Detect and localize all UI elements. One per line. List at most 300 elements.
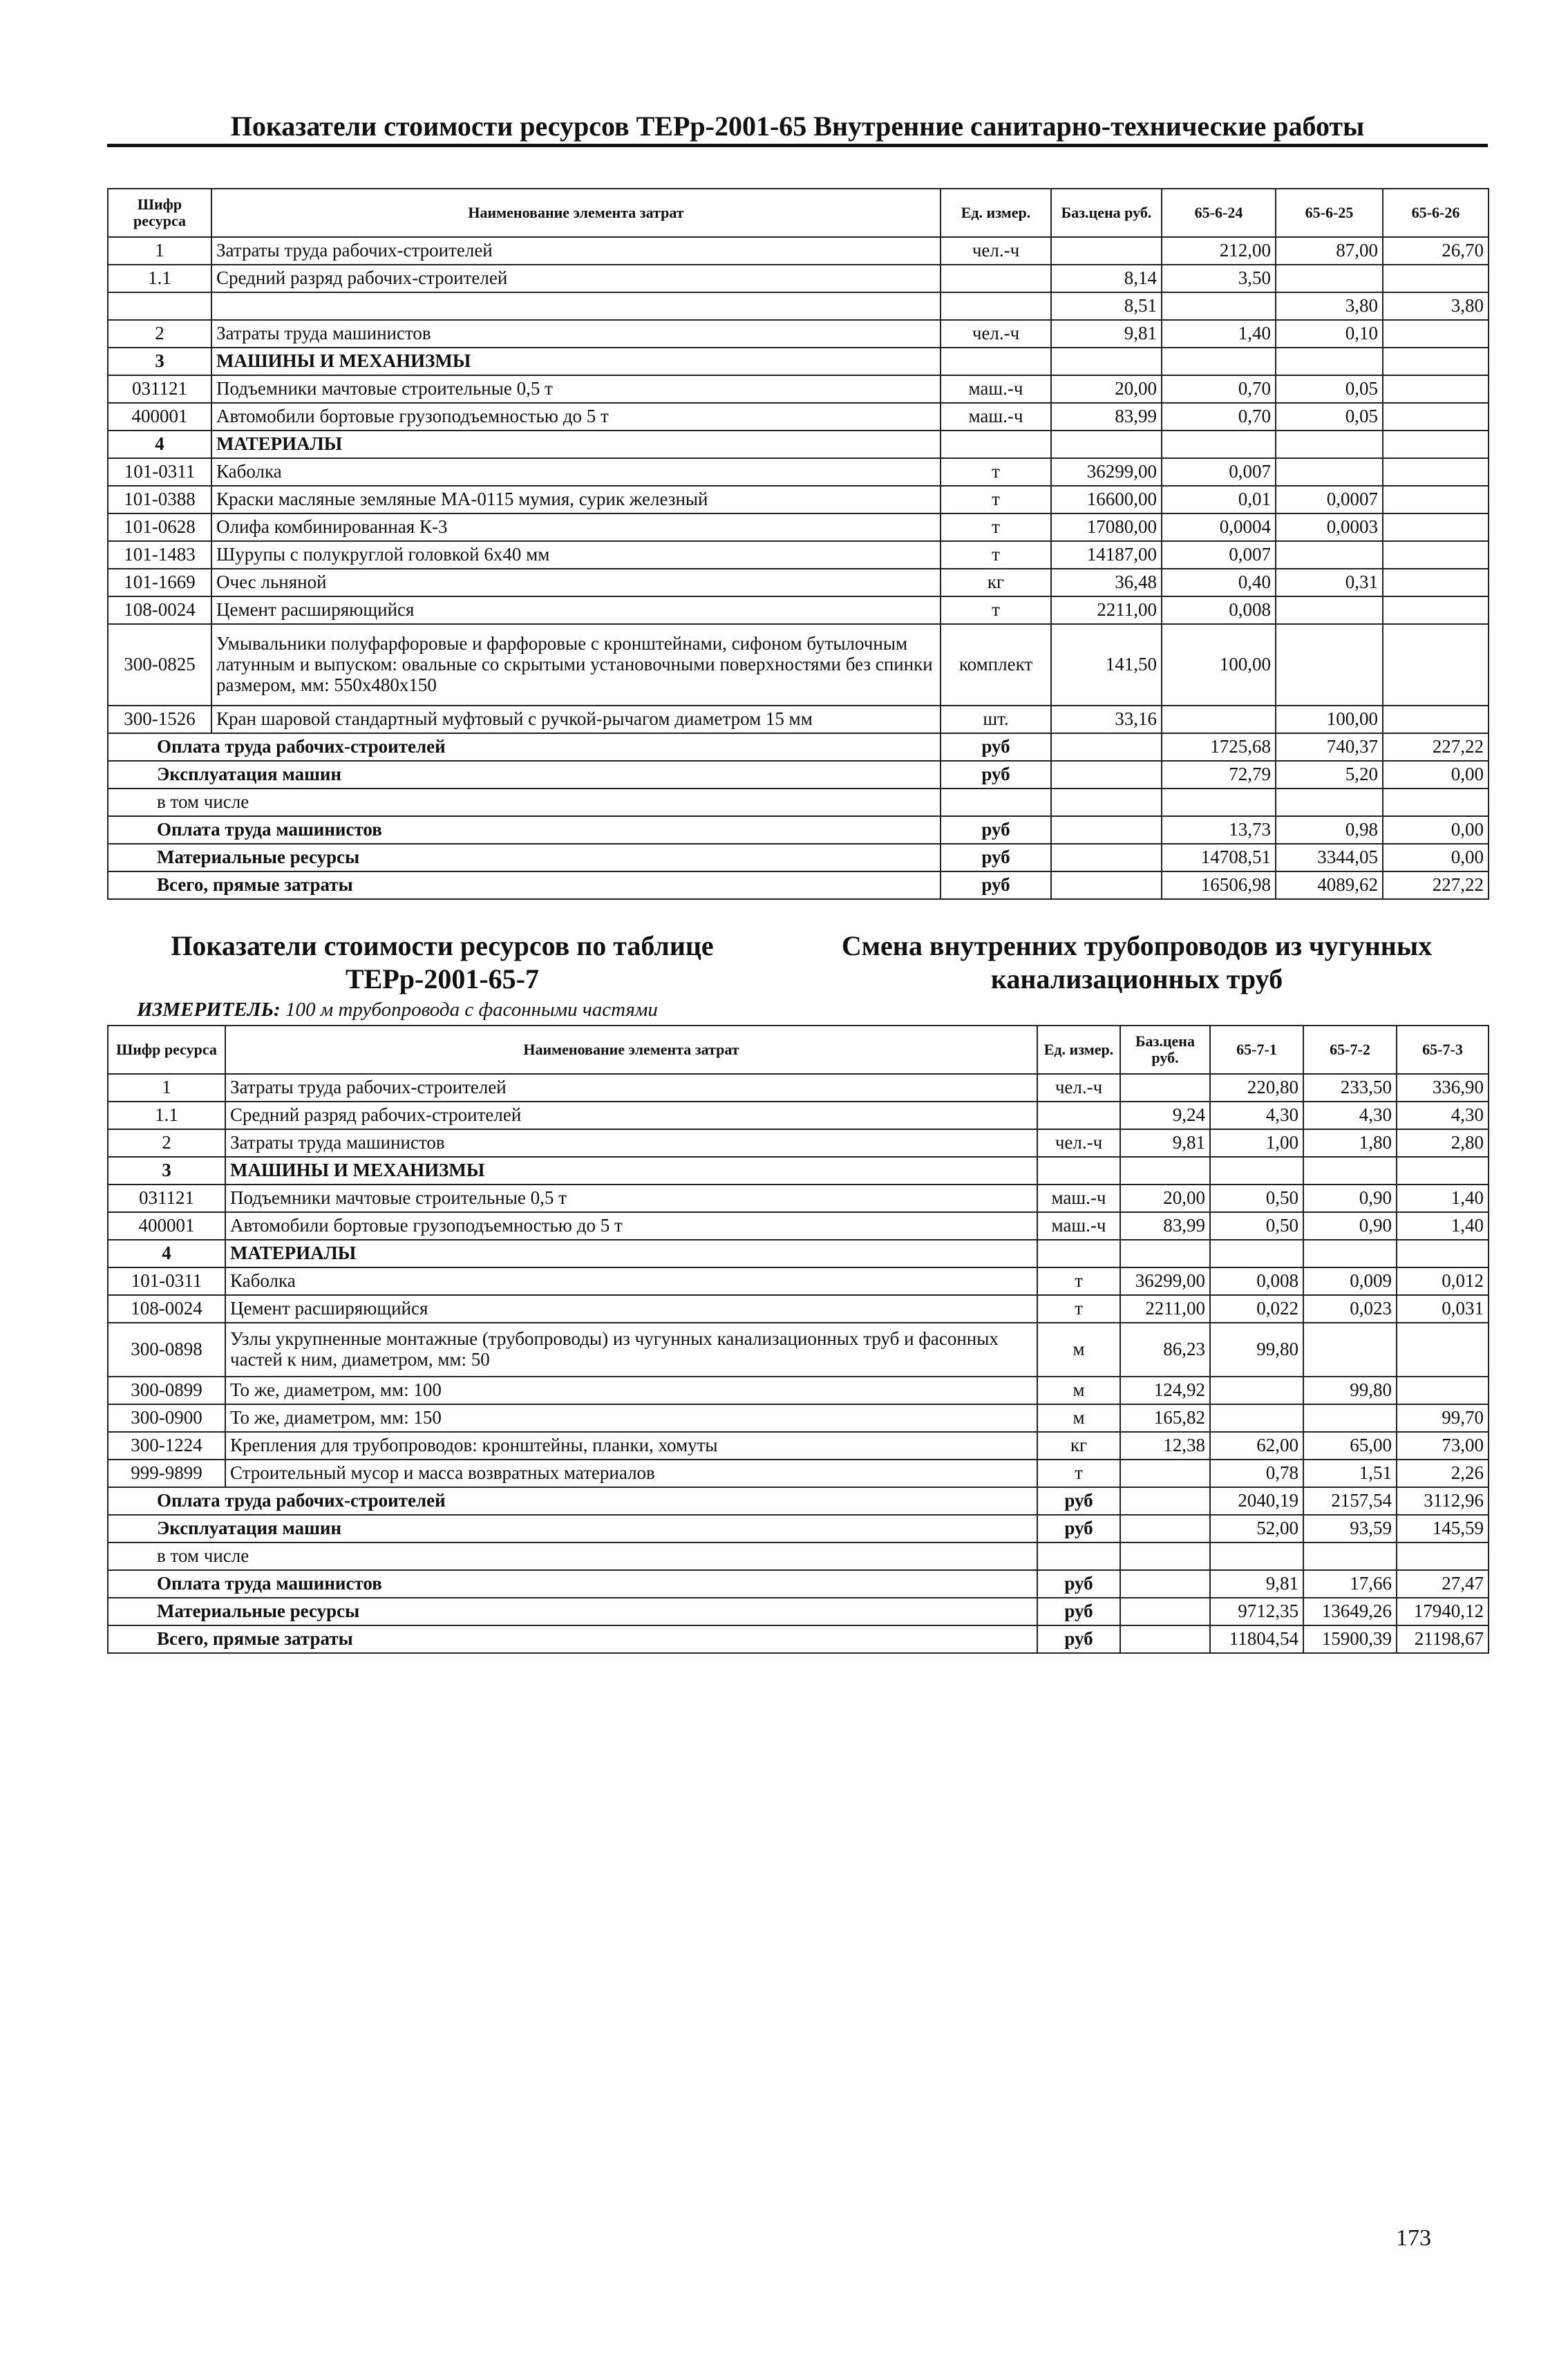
cell-name: Затраты труда машинистов [225,1129,1037,1157]
cell-unit: т [1037,1295,1120,1323]
cell-code: 101-0311 [108,1267,225,1295]
totals-row [108,871,1489,899]
cell-c1: 1,00 [1210,1129,1303,1157]
cell-c1: 0,50 [1210,1185,1303,1212]
table-row [108,237,1489,265]
cell-name: Затраты труда рабочих-строителей [211,237,941,265]
cell-code: 400001 [108,403,211,431]
cell-c2 [1276,458,1383,486]
cell-c2 [1303,1404,1397,1432]
totals-price-empty [1051,871,1162,899]
totals-price-empty [1051,816,1162,844]
cell-unit: чел.-ч [941,237,1051,265]
cell-code: 300-0900 [108,1404,225,1432]
totals-price-empty [1120,1570,1210,1598]
cell-unit: маш.-ч [1037,1212,1120,1240]
table-row [108,431,1489,458]
table-row [108,1432,1489,1460]
cell-c3 [1397,1240,1489,1267]
cell-price [1120,1460,1210,1487]
cell-code: 999-9899 [108,1460,225,1487]
table-row [108,1295,1489,1323]
table-row [108,596,1489,624]
totals-label: в том числе [108,789,941,816]
totals-c2: 3344,05 [1276,844,1383,871]
cell-code: 101-1483 [108,541,211,569]
cell-name: Строительный мусор и масса возвратных материалов [225,1460,1037,1487]
cell-unit: чел.-ч [941,320,1051,348]
totals-label: в том числе [108,1542,1037,1570]
cell-c2: 0,05 [1276,375,1383,403]
totals-unit [1037,1542,1120,1570]
cell-price: 9,81 [1051,320,1162,348]
cell-unit: т [941,596,1051,624]
totals-unit: руб [941,761,1051,789]
table-row [108,348,1489,375]
cell-c3 [1383,375,1489,403]
totals-row [108,789,1489,816]
col-header-unit: Ед. измер. [941,189,1051,237]
cell-unit: м [1037,1404,1120,1432]
cell-c3: 0,031 [1397,1295,1489,1323]
cell-price: 141,50 [1051,624,1162,706]
col-header-code: Шифр ресурса [108,1026,225,1074]
col-header-c2: 65-6-25 [1276,189,1383,237]
totals-unit: руб [941,816,1051,844]
cell-c3: 336,90 [1397,1074,1489,1102]
cell-unit: т [1037,1460,1120,1487]
totals-unit: руб [1037,1625,1120,1653]
cell-unit [941,348,1051,375]
cell-c3 [1397,1157,1489,1185]
cell-price [1051,348,1162,375]
totals-row [108,844,1489,871]
cell-code: 4 [108,431,211,458]
cell-price: 124,92 [1120,1377,1210,1404]
col-header-c3: 65-7-3 [1397,1026,1489,1074]
cell-unit: чел.-ч [1037,1129,1120,1157]
cell-c2: 0,05 [1276,403,1383,431]
cell-name: Средний разряд рабочих-строителей [225,1102,1037,1129]
cell-c2: 87,00 [1276,237,1383,265]
cell-c3: 1,40 [1397,1185,1489,1212]
cell-price: 16600,00 [1051,486,1162,513]
cell-unit: маш.-ч [1037,1185,1120,1212]
cell-price: 165,82 [1120,1404,1210,1432]
resource-table-65-6 [107,188,1489,900]
cell-c1 [1210,1404,1303,1432]
cell-name: Средний разряд рабочих-строителей [211,265,941,292]
totals-price-empty [1051,844,1162,871]
totals-c2: 4089,62 [1276,871,1383,899]
section2-title-right [788,930,1486,996]
totals-c1 [1210,1542,1303,1570]
cell-c2: 0,90 [1303,1185,1397,1212]
cell-c3 [1383,569,1489,596]
page-number: 173 [1396,2225,1431,2251]
cell-c3: 4,30 [1397,1102,1489,1129]
cell-name: Краски масляные земляные МА-0115 мумия, сурик железный [211,486,941,513]
cell-price: 20,00 [1051,375,1162,403]
cell-unit: чел.-ч [1037,1074,1120,1102]
col-header-price: Баз.цена руб. [1051,189,1162,237]
cell-c1: 1,40 [1162,320,1276,348]
cell-c2: 99,80 [1303,1377,1397,1404]
table-row [108,624,1489,706]
cell-unit [941,265,1051,292]
totals-unit: руб [941,733,1051,761]
cell-code: 031121 [108,1185,225,1212]
totals-price-empty [1120,1487,1210,1515]
cell-c2: 1,51 [1303,1460,1397,1487]
cell-c1: 0,40 [1162,569,1276,596]
cell-code: 3 [108,348,211,375]
table-header-row [108,189,1489,237]
totals-c2 [1303,1542,1397,1570]
table-row [108,1267,1489,1295]
table-body [108,237,1489,899]
table-row [108,569,1489,596]
cell-c2: 0,10 [1276,320,1383,348]
totals-row [108,1625,1489,1653]
cell-c3 [1383,513,1489,541]
cell-price: 8,51 [1051,292,1162,320]
table-row [108,513,1489,541]
cell-c2 [1303,1157,1397,1185]
cell-c3: 2,80 [1397,1129,1489,1157]
totals-c3: 3112,96 [1397,1487,1489,1515]
cell-unit: маш.-ч [941,403,1051,431]
cell-c1: 0,007 [1162,541,1276,569]
cell-unit: т [1037,1267,1120,1295]
cell-price [1051,431,1162,458]
totals-row [108,733,1489,761]
cell-c2: 233,50 [1303,1074,1397,1102]
cell-price [1120,1157,1210,1185]
totals-c2: 17,66 [1303,1570,1397,1598]
totals-unit: руб [941,844,1051,871]
totals-c1: 11804,54 [1210,1625,1303,1653]
totals-price-empty [1120,1598,1210,1625]
totals-c2: 13649,26 [1303,1598,1397,1625]
cell-unit [1037,1102,1120,1129]
table-row [108,1377,1489,1404]
measure-value: 100 м трубопровода с фасонными частями [285,999,658,1021]
cell-c2: 0,009 [1303,1267,1397,1295]
table-row [108,1460,1489,1487]
cell-c2: 0,023 [1303,1295,1397,1323]
cell-c1: 0,008 [1162,596,1276,624]
col-header-unit: Ед. измер. [1037,1026,1120,1074]
cell-code: 4 [108,1240,225,1267]
cell-price: 36299,00 [1120,1267,1210,1295]
cell-name: То же, диаметром, мм: 100 [225,1377,1037,1404]
cell-c1 [1210,1157,1303,1185]
totals-c2: 93,59 [1303,1515,1397,1542]
table-row [108,706,1489,733]
col-header-name: Наименование элемента затрат [225,1026,1037,1074]
totals-label: Оплата труда рабочих-строителей [108,733,941,761]
cell-price: 17080,00 [1051,513,1162,541]
col-header-code: Шифр ресурса [108,189,211,237]
cell-unit: м [1037,1377,1120,1404]
totals-unit: руб [1037,1598,1120,1625]
cell-code [108,292,211,320]
totals-c3 [1397,1542,1489,1570]
cell-price: 20,00 [1120,1185,1210,1212]
cell-c1: 212,00 [1162,237,1276,265]
cell-name: Каболка [225,1267,1037,1295]
cell-name [211,292,941,320]
cell-c1: 99,80 [1210,1323,1303,1377]
cell-name: Автомобили бортовые грузоподъемностью до 5 т [211,403,941,431]
cell-c2: 0,0003 [1276,513,1383,541]
cell-c1: 0,70 [1162,375,1276,403]
totals-c3: 0,00 [1383,844,1489,871]
totals-unit: руб [1037,1515,1120,1542]
cell-unit [1037,1240,1120,1267]
totals-row [108,816,1489,844]
cell-c2 [1303,1323,1397,1377]
cell-name: Затраты труда рабочих-строителей [225,1074,1037,1102]
cell-c3: 1,40 [1397,1212,1489,1240]
col-header-name: Наименование элемента затрат [211,189,941,237]
page-header-title: Показатели стоимости ресурсов ТЕРр-2001-65 Внутренние санитарно-технические работы [230,111,1365,142]
cell-c2 [1276,596,1383,624]
table-row [108,403,1489,431]
cell-unit: кг [1037,1432,1120,1460]
table-row [108,1074,1489,1102]
cell-c1 [1162,292,1276,320]
totals-row [108,1570,1489,1598]
table-row [108,1323,1489,1377]
table-row [108,265,1489,292]
totals-c3: 21198,67 [1397,1625,1489,1653]
totals-c1: 13,73 [1162,816,1276,844]
totals-c2: 740,37 [1276,733,1383,761]
section2-title-left-line1: Показатели стоимости ресурсов по таблице [171,930,714,961]
cell-c3: 3,80 [1383,292,1489,320]
cell-c2: 100,00 [1276,706,1383,733]
totals-price-empty [1120,1625,1210,1653]
table-row [108,1404,1489,1432]
cell-name: Умывальники полуфарфоровые и фарфоровые с кронштейнами, сифоном бутылочным латунным и выпуском: овальные со скрытыми установочными поверхностями без спинки размером, мм: 550х480х150 [211,624,941,706]
cell-price [1051,237,1162,265]
measure-label: ИЗМЕРИТЕЛЬ: [137,999,281,1021]
totals-c1: 16506,98 [1162,871,1276,899]
cell-price: 9,24 [1120,1102,1210,1129]
cell-c2: 65,00 [1303,1432,1397,1460]
cell-price: 33,16 [1051,706,1162,733]
cell-c1: 220,80 [1210,1074,1303,1102]
totals-c1: 9,81 [1210,1570,1303,1598]
resource-table-65-7 [107,1025,1489,1654]
totals-row [108,1542,1489,1570]
cell-c2 [1276,624,1383,706]
cell-name: Автомобили бортовые грузоподъемностью до 5 т [225,1212,1037,1240]
cell-c1: 62,00 [1210,1432,1303,1460]
totals-price-empty [1120,1515,1210,1542]
cell-code: 2 [108,1129,225,1157]
cell-c3 [1383,541,1489,569]
cell-c1: 0,008 [1210,1267,1303,1295]
table-header-row [108,1026,1489,1074]
cell-unit: кг [941,569,1051,596]
totals-c3: 227,22 [1383,733,1489,761]
totals-c3: 17940,12 [1397,1598,1489,1625]
table-row [108,1157,1489,1185]
cell-name: Олифа комбинированная К-3 [211,513,941,541]
cell-unit [941,431,1051,458]
cell-unit: комплект [941,624,1051,706]
cell-code: 101-0311 [108,458,211,486]
totals-c1: 9712,35 [1210,1598,1303,1625]
totals-c2: 2157,54 [1303,1487,1397,1515]
cell-code: 300-1526 [108,706,211,733]
totals-label: Всего, прямые затраты [108,871,941,899]
cell-price: 2211,00 [1120,1295,1210,1323]
totals-label: Эксплуатация машин [108,1515,1037,1542]
totals-c3: 27,47 [1397,1570,1489,1598]
cell-c1 [1162,706,1276,733]
cell-price: 9,81 [1120,1129,1210,1157]
totals-c3: 0,00 [1383,816,1489,844]
cell-price: 12,38 [1120,1432,1210,1460]
section2-title-left [131,930,753,996]
cell-code: 1 [108,237,211,265]
table-row [108,1102,1489,1129]
cell-name: Очес льняной [211,569,941,596]
table-row [108,375,1489,403]
cell-unit: т [941,458,1051,486]
cell-c1: 0,01 [1162,486,1276,513]
table-row [108,1129,1489,1157]
totals-c2: 5,20 [1276,761,1383,789]
cell-c1 [1162,431,1276,458]
cell-price: 86,23 [1120,1323,1210,1377]
table-row [108,541,1489,569]
cell-name: Подъемники мачтовые строительные 0,5 т [225,1185,1037,1212]
col-header-price: Баз.цена руб. [1120,1026,1210,1074]
cell-c2: 0,90 [1303,1212,1397,1240]
section2-title-left-line2: ТЕРр-2001-65-7 [346,963,539,994]
cell-unit: маш.-ч [941,375,1051,403]
cell-c2: 0,31 [1276,569,1383,596]
cell-c3 [1383,596,1489,624]
cell-c3 [1383,706,1489,733]
cell-unit [1037,1157,1120,1185]
cell-name: Каболка [211,458,941,486]
cell-name: Кран шаровой стандартный муфтовый с ручкой-рычагом диаметром 15 мм [211,706,941,733]
cell-name: Узлы укрупненные монтажные (трубопроводы) из чугунных канализационных труб и фасонных частей к ним, диаметром, мм: 50 [225,1323,1037,1377]
totals-c3: 0,00 [1383,761,1489,789]
totals-c2 [1276,789,1383,816]
cell-price [1120,1074,1210,1102]
cell-unit: т [941,486,1051,513]
cell-code: 300-0899 [108,1377,225,1404]
table-row [108,1212,1489,1240]
totals-label: Материальные ресурсы [108,1598,1037,1625]
col-header-c1: 65-7-1 [1210,1026,1303,1074]
cell-code: 101-1669 [108,569,211,596]
cell-price: 83,99 [1120,1212,1210,1240]
cell-price: 2211,00 [1051,596,1162,624]
totals-c1: 2040,19 [1210,1487,1303,1515]
cell-price: 14187,00 [1051,541,1162,569]
cell-price: 36299,00 [1051,458,1162,486]
cell-c3 [1383,458,1489,486]
col-header-c3: 65-6-26 [1383,189,1489,237]
totals-label: Материальные ресурсы [108,844,941,871]
totals-c1: 14708,51 [1162,844,1276,871]
cell-c3 [1383,320,1489,348]
cell-c2 [1276,541,1383,569]
cell-unit: м [1037,1323,1120,1377]
cell-c3 [1383,431,1489,458]
cell-name: Цемент расширяющийся [211,596,941,624]
section2-title-right-line2: канализационных труб [990,963,1283,994]
cell-name: Крепления для трубопроводов: кронштейны, планки, хомуты [225,1432,1037,1460]
cell-code: 1 [108,1074,225,1102]
cell-code: 108-0024 [108,596,211,624]
table-row [108,458,1489,486]
header-rule [107,144,1488,147]
cell-name: МАТЕРИАЛЫ [225,1240,1037,1267]
cell-c1 [1210,1240,1303,1267]
totals-label: Эксплуатация машин [108,761,941,789]
table-row [108,486,1489,513]
col-header-c1: 65-6-24 [1162,189,1276,237]
cell-c3 [1397,1323,1489,1377]
cell-name: То же, диаметром, мм: 150 [225,1404,1037,1432]
cell-c1: 0,022 [1210,1295,1303,1323]
cell-code: 031121 [108,375,211,403]
totals-c1: 52,00 [1210,1515,1303,1542]
table-body [108,1074,1489,1653]
cell-c3 [1383,265,1489,292]
cell-code: 3 [108,1157,225,1185]
cell-c2: 1,80 [1303,1129,1397,1157]
cell-name: МАШИНЫ И МЕХАНИЗМЫ [225,1157,1037,1185]
cell-c3 [1397,1377,1489,1404]
totals-row [108,1598,1489,1625]
section2-title-right-line1: Смена внутренних трубопроводов из чугунных [841,930,1433,961]
totals-label: Всего, прямые затраты [108,1625,1037,1653]
cell-c1 [1210,1377,1303,1404]
cell-name: Цемент расширяющийся [225,1295,1037,1323]
cell-c1: 4,30 [1210,1102,1303,1129]
cell-c3: 0,012 [1397,1267,1489,1295]
totals-c2: 0,98 [1276,816,1383,844]
cell-code: 101-0388 [108,486,211,513]
cell-c1: 0,0004 [1162,513,1276,541]
cell-c1: 100,00 [1162,624,1276,706]
totals-price-empty [1051,789,1162,816]
cell-c3 [1383,486,1489,513]
table-row [108,320,1489,348]
cell-c2 [1303,1240,1397,1267]
cell-code: 300-1224 [108,1432,225,1460]
cell-c1: 0,007 [1162,458,1276,486]
totals-price-empty [1051,761,1162,789]
cell-c3: 26,70 [1383,237,1489,265]
totals-unit: руб [1037,1487,1120,1515]
totals-c3 [1383,789,1489,816]
cell-c1: 0,70 [1162,403,1276,431]
cell-c1: 0,78 [1210,1460,1303,1487]
cell-c1: 3,50 [1162,265,1276,292]
totals-unit: руб [941,871,1051,899]
